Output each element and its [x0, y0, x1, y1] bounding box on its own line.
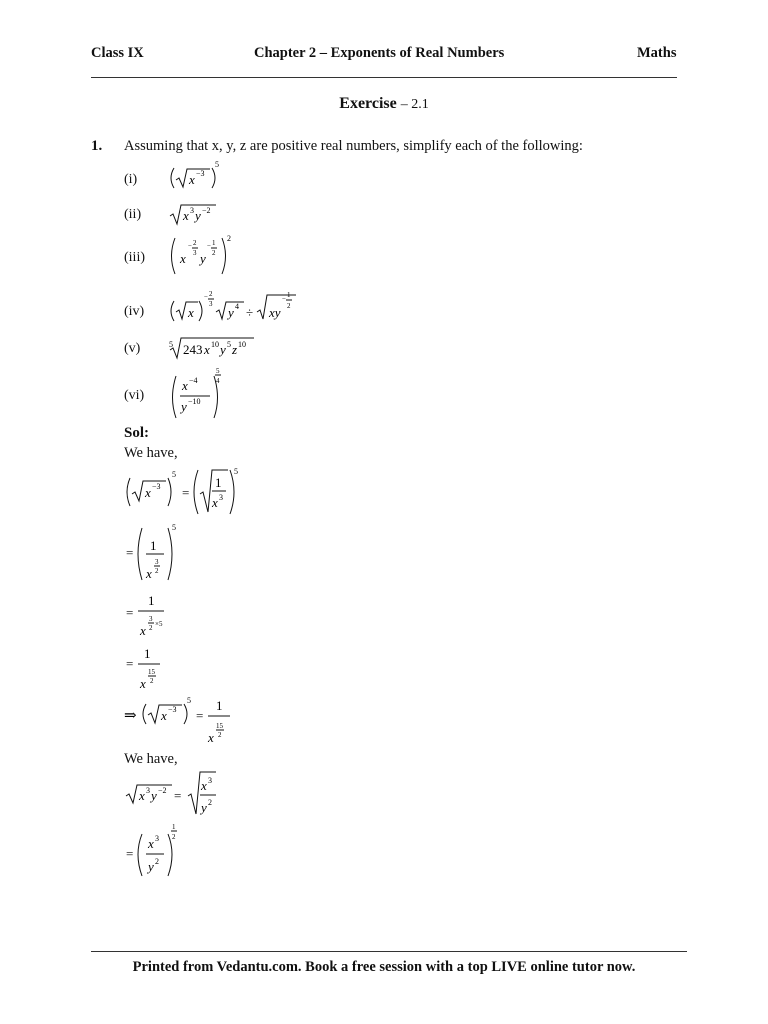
svg-text:15: 15 — [148, 668, 155, 676]
svg-text:−10: −10 — [188, 397, 201, 406]
svg-text:4: 4 — [216, 377, 220, 385]
svg-text:x: x — [182, 378, 188, 393]
svg-text:1: 1 — [144, 646, 151, 661]
solution-step-6 — [124, 770, 234, 820]
svg-text:÷: ÷ — [246, 305, 254, 320]
solution-step-3 — [124, 591, 184, 639]
header-subject: Maths — [637, 45, 677, 61]
svg-text:−: − — [204, 293, 208, 301]
part-label-i: (i) — [124, 172, 138, 187]
svg-text:x: x — [139, 788, 145, 803]
svg-text:y: y — [220, 342, 226, 357]
svg-text:=: = — [126, 605, 134, 620]
exercise-title — [0, 95, 768, 113]
footer-rule — [91, 951, 687, 952]
svg-text:−: − — [282, 295, 286, 303]
svg-text:−4: −4 — [189, 376, 198, 385]
svg-text:243: 243 — [183, 342, 203, 357]
expr-i — [168, 160, 238, 194]
svg-text:y: y — [195, 208, 201, 223]
svg-text:x: x — [145, 485, 151, 500]
question-text: Assuming that x, y, z are positive real numbers, simplify each of the following: — [124, 138, 583, 154]
solution-step-4 — [124, 644, 184, 694]
exercise-number: – 2.1 — [400, 97, 429, 112]
footer-text: Printed from Vedantu.com. Book a free session with a top LIVE online tutor now. — [132, 959, 636, 975]
svg-text:3: 3 — [155, 834, 159, 843]
svg-text:2: 2 — [149, 624, 153, 632]
svg-text:2: 2 — [208, 798, 212, 807]
svg-text:1: 1 — [172, 823, 176, 831]
solution-label: Sol: — [124, 425, 150, 441]
part-label-ii: (ii) — [124, 207, 142, 222]
svg-text:x: x — [148, 836, 154, 851]
part-label-v: (v) — [124, 341, 141, 356]
svg-text:1: 1 — [287, 291, 291, 299]
svg-text:5: 5 — [216, 367, 220, 375]
svg-text:5: 5 — [169, 340, 173, 349]
svg-text:−3: −3 — [196, 169, 205, 178]
svg-text:−: − — [207, 242, 211, 250]
svg-text:2: 2 — [155, 567, 159, 575]
svg-text:10: 10 — [211, 340, 219, 349]
svg-text:2: 2 — [150, 677, 154, 685]
svg-text:3: 3 — [190, 206, 194, 215]
svg-text:3: 3 — [146, 786, 150, 795]
exercise-title-label: Exercise — [339, 95, 397, 112]
svg-text:=: = — [126, 545, 134, 560]
svg-text:2: 2 — [218, 731, 222, 739]
svg-text:3: 3 — [208, 776, 212, 785]
svg-text:1: 1 — [215, 475, 222, 490]
svg-text:3: 3 — [209, 300, 213, 308]
svg-text:−3: −3 — [152, 482, 161, 491]
svg-text:x: x — [208, 730, 214, 745]
svg-text:⇒: ⇒ — [124, 708, 137, 724]
svg-text:−: − — [188, 242, 192, 250]
svg-text:y: y — [148, 859, 154, 874]
svg-text:5: 5 — [234, 467, 238, 476]
solution-step-5 — [124, 696, 244, 748]
solution-step-1 — [124, 466, 254, 518]
svg-text:5: 5 — [187, 696, 191, 705]
svg-text:x: x — [146, 566, 152, 581]
svg-text:=: = — [126, 656, 134, 671]
svg-text:−3: −3 — [168, 705, 177, 714]
svg-text:x: x — [188, 305, 194, 320]
svg-text:5: 5 — [227, 340, 231, 349]
svg-text:5: 5 — [215, 160, 219, 169]
svg-text:2: 2 — [209, 290, 213, 298]
svg-text:2: 2 — [193, 239, 197, 247]
svg-text:x: x — [180, 251, 186, 266]
svg-text:5: 5 — [172, 523, 176, 532]
svg-text:x: x — [201, 778, 207, 793]
svg-text:3: 3 — [149, 615, 153, 623]
expr-ii — [168, 200, 238, 230]
svg-text:x: x — [189, 172, 195, 187]
svg-text:−2: −2 — [158, 786, 167, 795]
svg-text:10: 10 — [238, 340, 246, 349]
svg-text:5: 5 — [172, 470, 176, 479]
svg-text:1: 1 — [212, 239, 216, 247]
svg-text:4: 4 — [235, 302, 239, 311]
part-label-iv: (iv) — [124, 304, 145, 319]
svg-text:2: 2 — [287, 302, 291, 310]
svg-text:y: y — [201, 800, 207, 815]
svg-text:x: x — [161, 708, 167, 723]
svg-text:3: 3 — [155, 558, 159, 566]
svg-text:y: y — [181, 399, 187, 414]
svg-text:1: 1 — [216, 698, 223, 713]
svg-text:2: 2 — [172, 833, 176, 841]
solution-intro-2: We have, — [124, 751, 178, 767]
expr-iv — [168, 287, 308, 327]
svg-text:z: z — [232, 342, 238, 357]
svg-text:1: 1 — [148, 593, 155, 608]
svg-text:15: 15 — [216, 722, 223, 730]
part-label-iii: (iii) — [124, 250, 145, 265]
svg-text:−2: −2 — [202, 206, 211, 215]
svg-text:y: y — [228, 305, 234, 320]
svg-text:3: 3 — [219, 493, 223, 502]
svg-text:x: x — [140, 676, 146, 691]
svg-text:2: 2 — [155, 857, 159, 866]
expr-vi — [168, 366, 238, 420]
header-class: Class IX — [91, 45, 144, 61]
svg-text:x: x — [183, 208, 189, 223]
expr-iii — [168, 232, 248, 280]
solution-step-2 — [124, 522, 194, 586]
svg-text:x: x — [204, 342, 210, 357]
expr-v — [168, 333, 268, 363]
svg-text:x: x — [140, 623, 146, 638]
svg-text:×5: ×5 — [155, 620, 163, 628]
svg-text:=: = — [126, 846, 134, 861]
svg-text:xy: xy — [269, 305, 281, 320]
svg-text:=: = — [174, 788, 182, 803]
svg-text:3: 3 — [193, 249, 197, 257]
header-chapter: Chapter 2 – Exponents of Real Numbers — [254, 45, 505, 61]
svg-text:y: y — [200, 251, 206, 266]
solution-step-7 — [124, 820, 194, 880]
svg-text:2: 2 — [227, 234, 231, 243]
svg-text:x: x — [212, 495, 218, 510]
question-number: 1. — [91, 138, 103, 154]
svg-text:=: = — [182, 485, 190, 500]
solution-intro-1: We have, — [124, 445, 178, 461]
svg-text:y: y — [151, 788, 157, 803]
svg-text:1: 1 — [150, 538, 157, 553]
svg-text:2: 2 — [212, 249, 216, 257]
part-label-vi: (vi) — [124, 388, 145, 403]
svg-text:=: = — [196, 708, 204, 723]
header-rule — [91, 77, 677, 78]
